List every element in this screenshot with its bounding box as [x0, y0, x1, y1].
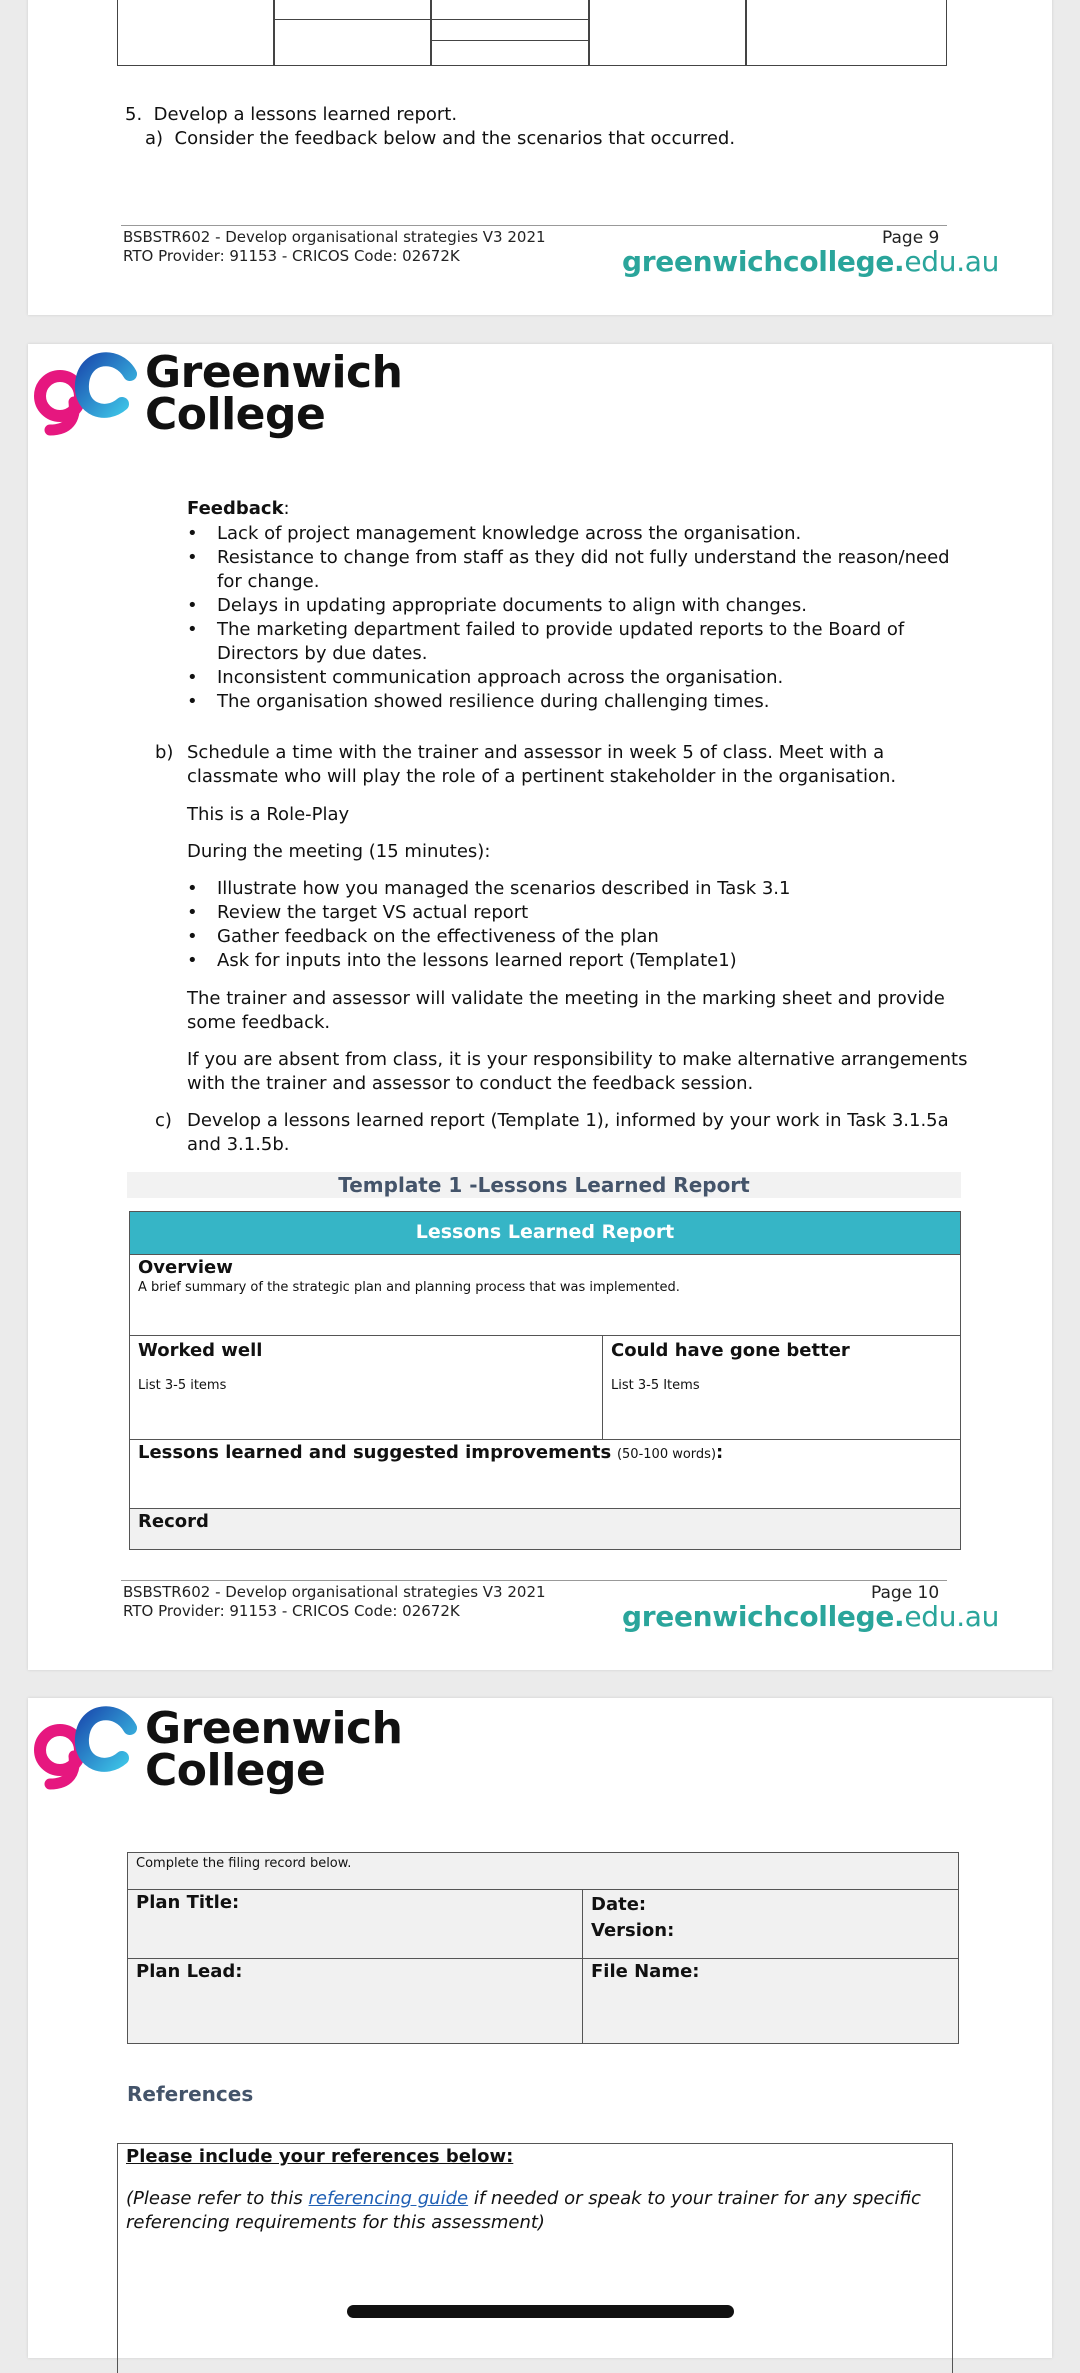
filing-note: Complete the filing record below. [136, 1856, 352, 1871]
footer-rto: RTO Provider: 91153 - CRICOS Code: 02672K [123, 1602, 460, 1620]
plan-title-cell[interactable] [127, 1889, 583, 1959]
date-label: Date: [591, 1894, 647, 1915]
footer-unit: BSBSTR602 - Develop organisational strategies V3 2021 [123, 228, 546, 246]
version-label: Version: [591, 1920, 675, 1941]
list-item-5a: a) Consider the feedback below and the scenarios that occurred. [145, 128, 736, 149]
footer-rto: RTO Provider: 91153 - CRICOS Code: 02672K [123, 247, 460, 265]
refs-instruction: Please include your references below: [126, 2146, 514, 2167]
page-number: Page 9 [882, 228, 940, 248]
list-item-5: 5. Develop a lessons learned report. [125, 104, 458, 125]
item-b-label: b) [155, 742, 174, 763]
greenwich-logo [30, 1698, 140, 1794]
list-item: • Review the target VS actual report [187, 901, 977, 925]
greenwich-logo [30, 344, 140, 440]
overview-title: Overview [138, 1257, 233, 1278]
better-title: Could have gone better [611, 1340, 850, 1361]
plan-title-label: Plan Title: [136, 1892, 240, 1913]
footer-unit: BSBSTR602 - Develop organisational strategies V3 2021 [123, 1583, 546, 1601]
record-cell [129, 1508, 961, 1550]
overview-desc: A brief summary of the strategic plan and planning process that was implemented. [138, 1280, 680, 1295]
page-11 [28, 1698, 1052, 2358]
worked-well-cell[interactable] [129, 1335, 603, 1440]
page-9 [28, 0, 1052, 315]
list-item: • Ask for inputs into the lessons learned report (Template1) [187, 949, 977, 973]
lessons-title: Lessons learned and suggested improvements (50-100 words): [138, 1442, 724, 1463]
feedback-label: Feedback: [187, 498, 290, 519]
logo-text: Greenwich College [145, 347, 403, 440]
list-item: • Gather feedback on the effectiveness of the plan [187, 925, 977, 949]
item-c-label: c) [155, 1110, 172, 1131]
footer-website: greenwichcollege.edu.au [622, 1600, 1000, 1633]
table-header: Lessons Learned Report [129, 1211, 961, 1255]
meeting-list [187, 877, 977, 973]
table-remnant [117, 0, 947, 66]
roleplay-text: This is a Role-Play [187, 804, 350, 825]
worked-well-title: Worked well [138, 1340, 263, 1361]
record-title: Record [138, 1511, 209, 1532]
list-item: • The marketing department failed to provide updated reports to the Board of Directors by due dates. [187, 618, 977, 666]
template-title: Template 1 -Lessons Learned Report [127, 1172, 961, 1198]
list-item: • Resistance to change from staff as they did not fully understand the reason/need for change. [187, 546, 977, 594]
plan-lead-cell[interactable] [127, 1958, 583, 2044]
logo-text: Greenwich College [145, 1703, 403, 1796]
list-item: • Inconsistent communication approach across the organisation. [187, 666, 977, 690]
item-b-text: Schedule a time with the trainer and assessor in week 5 of class. Meet with a classmate who will play the role of a pertinent stakeholder in the organisation. [187, 742, 897, 787]
page-number: Page 10 [871, 1583, 940, 1603]
footer-website: greenwichcollege.edu.au [622, 245, 1000, 278]
references-heading: References [127, 2082, 254, 2106]
list-item: • The organisation showed resilience during challenging times. [187, 690, 977, 714]
filing-note-cell [127, 1852, 959, 1890]
file-name-label: File Name: [591, 1961, 700, 1982]
validate-text: The trainer and assessor will validate the meeting in the marking sheet and provide some feedback. [187, 988, 945, 1033]
during-text: During the meeting (15 minutes): [187, 841, 491, 862]
better-hint: List 3-5 Items [611, 1378, 700, 1393]
file-name-cell[interactable] [582, 1958, 959, 2044]
worked-well-hint: List 3-5 items [138, 1378, 227, 1393]
referencing-guide-link[interactable]: referencing guide [308, 2188, 469, 2209]
list-item: • Delays in updating appropriate documents to align with changes. [187, 594, 977, 618]
gc-logo-icon [30, 344, 140, 436]
home-indicator[interactable] [347, 2305, 734, 2318]
gc-logo-icon [30, 1698, 140, 1790]
plan-lead-label: Plan Lead: [136, 1961, 243, 1982]
overview-cell[interactable] [129, 1254, 961, 1336]
references-box[interactable] [117, 2143, 953, 2373]
lessons-cell[interactable] [129, 1439, 961, 1509]
list-item: • Illustrate how you managed the scenarios described in Task 3.1 [187, 877, 977, 901]
better-cell[interactable] [602, 1335, 961, 1440]
list-item: • Lack of project management knowledge across the organisation. [187, 522, 977, 546]
date-version-cell[interactable] [582, 1889, 959, 1959]
refs-note: (Please refer to this referencing guide if needed or speak to your trainer for any specific referencing requirements for this assessment) [126, 2188, 921, 2233]
page-10 [28, 344, 1052, 1670]
feedback-list [187, 522, 977, 714]
absent-text: If you are absent from class, it is your responsibility to make alternative arrangements with the trainer and assessor to conduct the feedback session. [187, 1049, 968, 1094]
item-c-text: Develop a lessons learned report (Template 1), informed by your work in Task 3.1.5a and 3.1.5b. [187, 1110, 949, 1155]
